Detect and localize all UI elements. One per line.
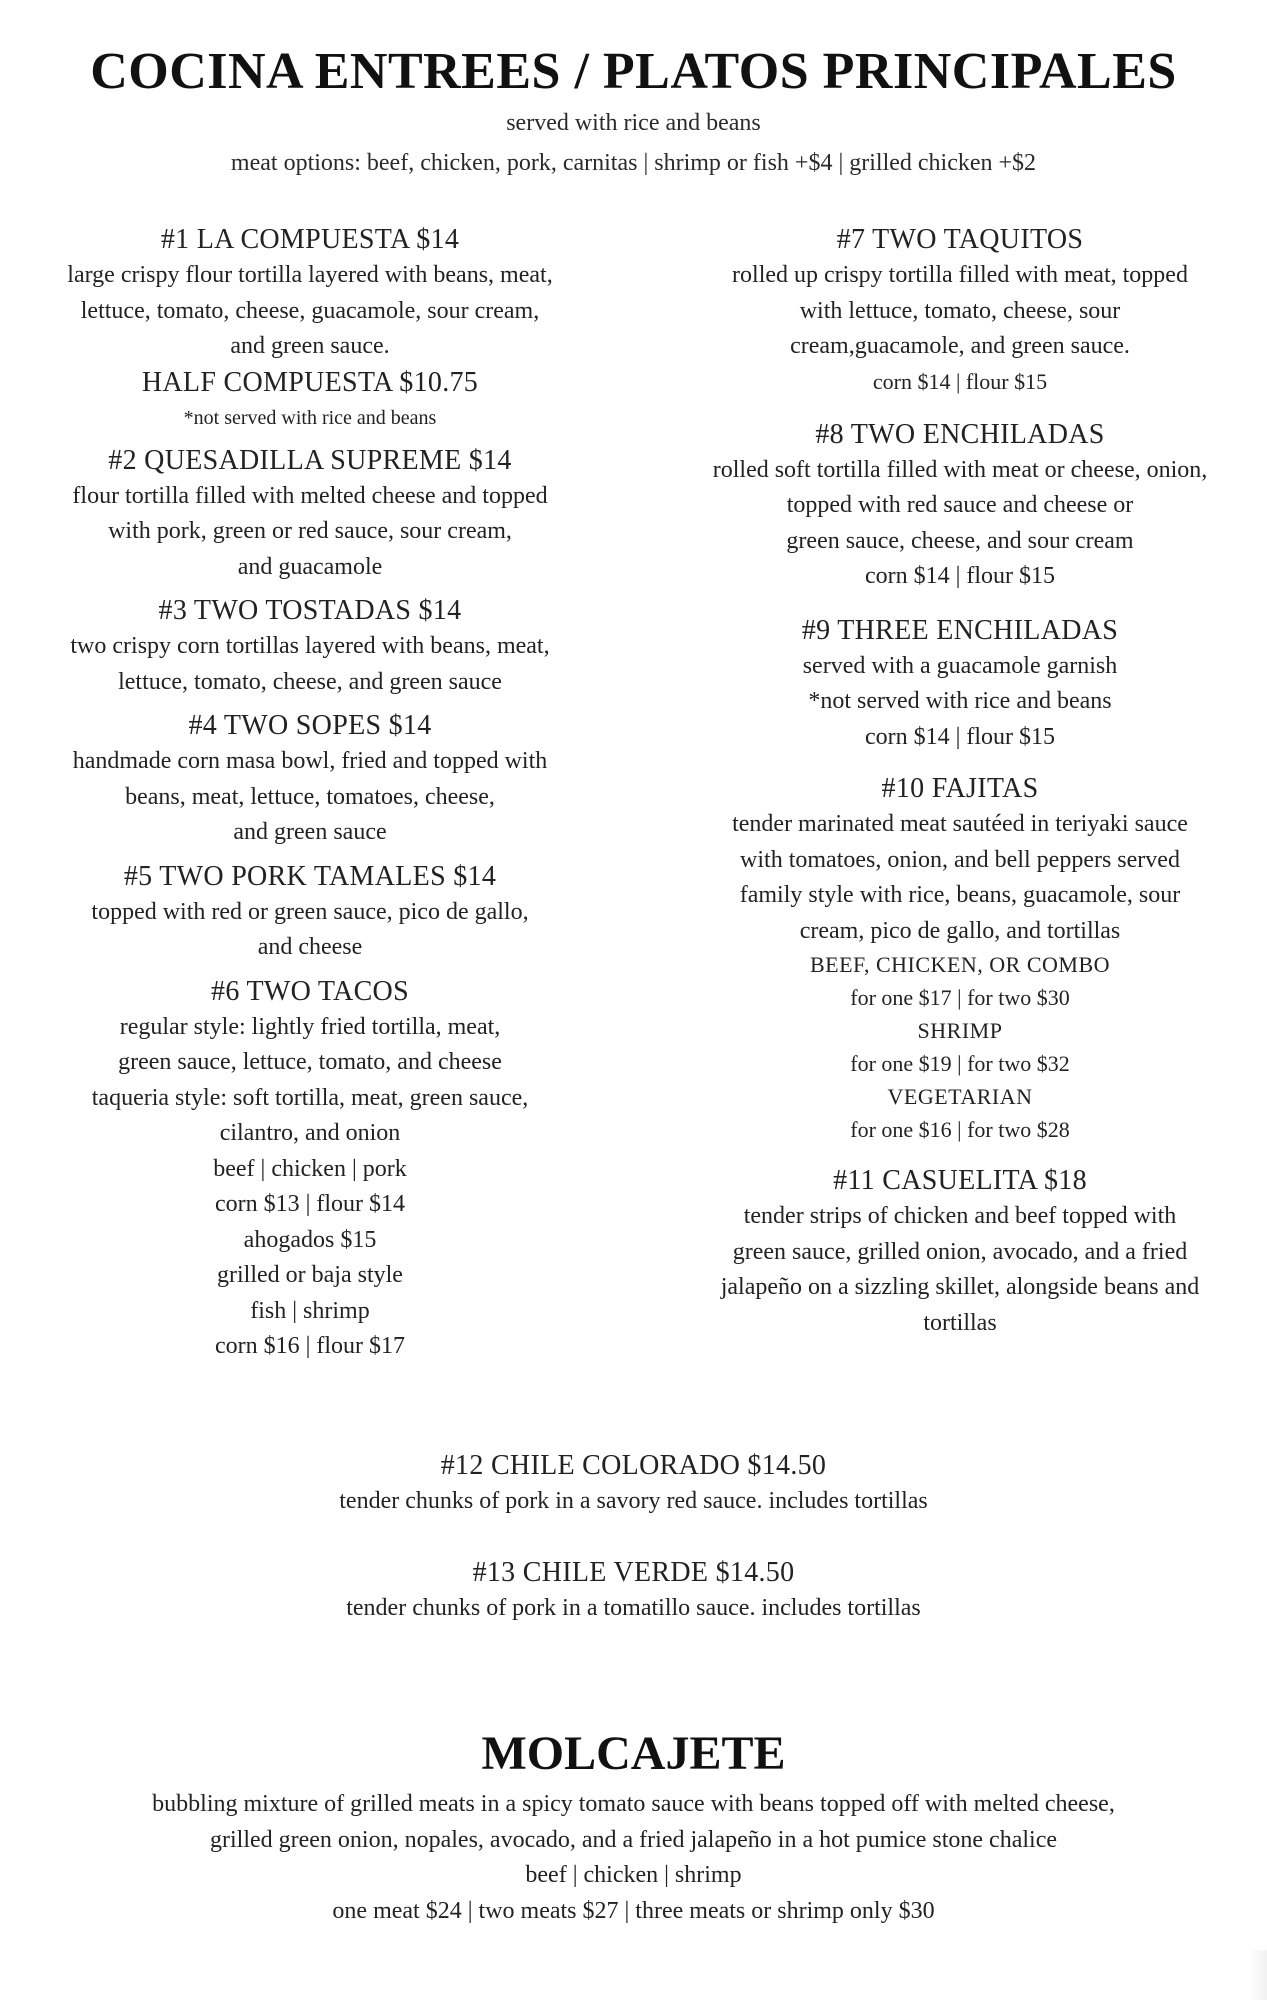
item-title: #12 CHILE COLORADO $14.50 xyxy=(440,1450,827,1481)
molcajete-desc-line: bubbling mixture of grilled meats in a spicy tomato sauce with beans topped off with melted cheese, xyxy=(152,1791,1115,1817)
molcajete-title: MOLCAJETE xyxy=(481,1727,786,1780)
menu-item-6 xyxy=(20,974,600,1365)
item-note: *not served with rice and beans xyxy=(183,406,437,429)
item-title: #7 TWO TAQUITOS xyxy=(836,224,1084,255)
right-column xyxy=(660,222,1260,1341)
item-title: #5 TWO PORK TAMALES $14 xyxy=(123,860,497,892)
menu-item-5 xyxy=(20,859,600,966)
item-desc-line: beans, meat, lettuce, tomatoes, cheese, xyxy=(125,783,495,810)
item-subtitle: HALF COMPUESTA $10.75 xyxy=(141,366,479,398)
item-title: #1 LA COMPUESTA $14 xyxy=(160,224,460,255)
menu-item-9 xyxy=(660,613,1260,756)
item-title: #8 TWO ENCHILADAS xyxy=(815,418,1105,450)
item-desc-line: large crispy flour tortilla layered with beans, meat, xyxy=(67,262,553,288)
item-desc-line: topped with red sauce and cheese or xyxy=(786,492,1134,518)
item-price: corn $14 | flour $15 xyxy=(872,368,1048,394)
item-desc-line: cilantro, and onion xyxy=(219,1120,401,1146)
item-desc-line: with pork, green or red sauce, sour cream, xyxy=(108,518,512,544)
item-option: SHRIMP xyxy=(917,1018,1003,1043)
menu-item-7 xyxy=(660,222,1260,399)
menu-item-2 xyxy=(20,443,600,586)
menu-item-11 xyxy=(660,1163,1260,1341)
item-desc-line: flour tortilla filled with melted cheese and topped xyxy=(72,482,548,509)
molcajete-section xyxy=(0,1787,1267,1929)
item-desc-line: tortillas xyxy=(923,1309,997,1336)
molcajete-prices: one meat $24 | two meats $27 | three meats or shrimp only $30 xyxy=(332,1897,935,1924)
item-desc-line: and guacamole xyxy=(237,553,383,580)
item-desc-line: and cheese xyxy=(257,934,363,960)
item-desc-line: taqueria style: soft tortilla, meat, green sauce, xyxy=(91,1084,529,1111)
item-desc-line: tender chunks of pork in a savory red sauce. includes tortillas xyxy=(339,1488,928,1514)
item-desc-line: grilled or baja style xyxy=(217,1262,403,1288)
item-desc-line: family style with rice, beans, guacamole, sour xyxy=(739,882,1181,908)
left-column xyxy=(20,222,600,1365)
item-desc-line: regular style: lightly fried tortilla, meat, xyxy=(119,1013,501,1040)
item-desc-line: rolled soft tortilla filled with meat or cheese, onion, xyxy=(712,456,1208,483)
meat-options-note: meat options: beef, chicken, pork, carnitas | shrimp or fish +$4 | grilled chicken +$2 xyxy=(230,150,1037,176)
item-title: #4 TWO SOPES $14 xyxy=(188,710,432,741)
menu-item-1 xyxy=(20,222,600,435)
item-option: BEEF, CHICKEN, OR COMBO xyxy=(809,952,1111,977)
item-title: #6 TWO TACOS xyxy=(211,975,409,1007)
item-desc-line: corn $13 | flour $14 xyxy=(214,1191,406,1217)
item-desc-line: lettuce, tomato, cheese, guacamole, sour cream, xyxy=(80,297,540,324)
item-desc-line: jalapeño on a sizzling skillet, alongside beans and xyxy=(720,1274,1200,1300)
item-title: #3 TWO TOSTADAS $14 xyxy=(158,595,462,626)
item-title: #13 CHILE VERDE $14.50 xyxy=(472,1557,795,1588)
item-desc-line: green sauce, cheese, and sour cream xyxy=(786,527,1134,554)
item-desc-line: with tomatoes, onion, and bell peppers served xyxy=(740,846,1180,873)
item-desc-line: beef | chicken | pork xyxy=(213,1155,407,1182)
molcajete-meats: beef | chicken | shrimp xyxy=(525,1862,742,1888)
item-title: #2 QUESADILLA SUPREME $14 xyxy=(108,444,512,476)
item-price: corn $14 | flour $15 xyxy=(864,723,1056,750)
item-desc-line: ahogados $15 xyxy=(243,1226,377,1253)
item-desc-line: rolled up crispy tortilla filled with meat, topped xyxy=(732,262,1188,288)
item-desc-line: tender marinated meat sautéed in teriyaki sauce xyxy=(732,811,1188,837)
item-desc-line: corn $16 | flour $17 xyxy=(214,1333,406,1359)
item-desc-line: two crispy corn tortillas layered with beans, meat, xyxy=(70,633,550,659)
page-title: COCINA ENTREES / PLATOS PRINCIPALES xyxy=(90,43,1177,100)
served-with-note: served with rice and beans xyxy=(506,110,761,136)
menu-item-4 xyxy=(20,708,600,851)
item-desc-line: and green sauce. xyxy=(230,333,390,359)
item-desc-line: handmade corn masa bowl, fried and topped with xyxy=(72,748,548,774)
item-desc-line: tender chunks of pork in a tomatillo sauce. includes tortillas xyxy=(346,1595,921,1621)
item-option: VEGETARIAN xyxy=(887,1084,1033,1109)
menu-item-13 xyxy=(0,1555,1267,1627)
menu-item-3 xyxy=(20,593,600,700)
item-desc-line: green sauce, lettuce, tomato, and cheese xyxy=(118,1049,502,1075)
item-title: #10 FAJITAS xyxy=(881,773,1039,804)
item-price: for one $17 | for two $30 xyxy=(850,985,1070,1010)
menu-item-10 xyxy=(660,771,1260,1147)
page-edge-shadow xyxy=(1247,1950,1267,2000)
menu-item-8 xyxy=(660,417,1260,595)
item-price: corn $14 | flour $15 xyxy=(864,563,1056,589)
item-desc-line: with lettuce, tomato, cheese, sour xyxy=(799,297,1121,324)
molcajete-desc-line: grilled green onion, nopales, avocado, and a fried jalapeño in a hot pumice stone chalice xyxy=(209,1826,1058,1853)
item-desc-line: tender strips of chicken and beef topped with xyxy=(743,1203,1177,1229)
menu-item-12 xyxy=(0,1448,1267,1520)
item-desc-line: *not served with rice and beans xyxy=(808,688,1112,714)
item-desc-line: topped with red or green sauce, pico de gallo, xyxy=(91,898,529,925)
item-desc-line: lettuce, tomato, cheese, and green sauce xyxy=(118,668,502,695)
item-desc-line: cream,guacamole, and green sauce. xyxy=(790,333,1130,359)
item-desc-line: and green sauce xyxy=(233,819,387,845)
item-desc-line: green sauce, grilled onion, avocado, and a fried xyxy=(732,1238,1188,1265)
item-desc-line: served with a guacamole garnish xyxy=(802,652,1118,679)
item-desc-line: fish | shrimp xyxy=(250,1297,370,1324)
item-title: #11 CASUELITA $18 xyxy=(833,1165,1087,1196)
item-price: for one $16 | for two $28 xyxy=(850,1117,1070,1142)
item-title: #9 THREE ENCHILADAS xyxy=(801,614,1119,646)
item-desc-line: cream, pico de gallo, and tortillas xyxy=(799,917,1121,944)
item-price: for one $19 | for two $32 xyxy=(850,1051,1070,1076)
